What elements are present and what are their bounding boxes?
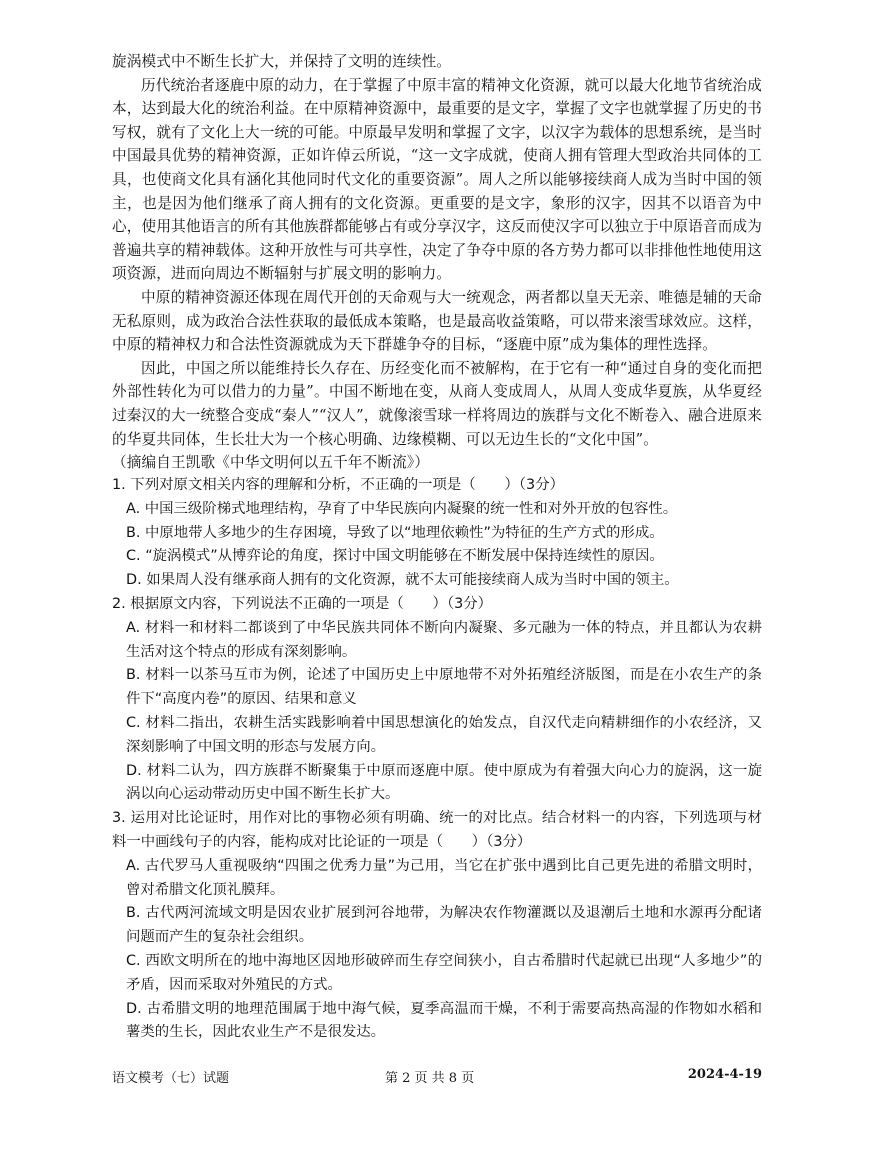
- passage-paragraph: 因此，中国之所以能维持长久存在、历经变化而不被解构，在于它有一种“通过自身的变化而把外部性转化为可以借力的力量”。中国不断地在变，从商人变成周人，从周人变成华夏族，从华夏经过秦汉的大一统整合变成“秦人”“汉人”，就像滚雪球一样将周边的族群与文化不断卷入、融合进原来的华夏共同体，生长壮大为一个核心明确、边缘模糊、可以无边生长的“文化中国”。: [112, 359, 762, 448]
- option-a: A. 中国三级阶梯式地理结构，孕育了中华民族向内凝聚的统一性和对外开放的包容性。: [126, 500, 678, 517]
- question-stem: 3. 运用对比论证时，用作对比的事物必须有明确、统一的对比点。结合材料一的内容，下列选项与材料一中画线句子的内容，能构成对比论证的一项是（ ）（3分）: [112, 810, 762, 850]
- passage-paragraph: 中原的精神资源还体现在周代开创的天命观与大一统观念，两者都以皇天无亲、唯德是辅的天命无私原则，成为政治合法性获取的最低成本策略，也是最高收益策略，可以带来滚雪球效应。这样，中原的精神权力和合法性资源就成为天下群雄争夺的目标，“逐鹿中原”成为集体的理性选择。: [112, 288, 762, 354]
- exam-title: 语文模考（七）试题: [112, 1071, 230, 1086]
- passage-source: （摘编自王凯歌《中华文明何以五千年不断流》）: [112, 454, 430, 472]
- question-stem: 1. 下列对原文相关内容的理解和分析，不正确的一项是（ ）（3分）: [112, 477, 564, 493]
- option-d: D. 古希腊文明的地理范围属于地中海气候，夏季高温而干燥，不利于需要高热高湿的作物如水稻和薯类的生长，因此农业生产不是很发达。: [126, 1000, 762, 1041]
- option-a: A. 古代罗马人重视吸纳“四围之优秀力量”为己用，当它在扩张中遇到比自己更先进的希腊文明时，曾对希腊文化顶礼膜拜。: [126, 857, 762, 898]
- question-1: [112, 474, 762, 593]
- page-footer: [112, 1067, 762, 1087]
- option-d: D. 材料二认为，四方族群不断聚集于中原而逐鹿中原。使中原成为有着强大向心力的旋涡，这一旋涡以向心运动带动历史中国不断生长扩大。: [126, 762, 762, 803]
- option-c: C. 材料二指出，农耕生活实践影响着中国思想演化的始发点，自汉代走向精耕细作的小农经济，又深刻影响了中国文明的形态与发展方向。: [126, 714, 762, 755]
- question-stem: 2. 根据原文内容，下列说法不正确的一项是（ ）（3分）: [112, 595, 493, 612]
- page-number: 第 2 页 共 8 页: [385, 1071, 475, 1086]
- option-a: A. 材料一和材料二都谈到了中华民族共同体不断向内凝聚、多元融为一体的特点，并且都认为农耕生活对这个特点的形成有深刻影响。: [126, 619, 762, 660]
- option-c: C. 西欧文明所在的地中海地区因地形破碎而生存空间狭小，自古希腊时代起就已出现“人多地少”的矛盾，因而采取对外殖民的方式。: [126, 952, 762, 993]
- question-list: [112, 474, 762, 1045]
- exam-date: 2024-4-19: [687, 1067, 762, 1082]
- question-2: [112, 593, 762, 807]
- option-d: D. 如果周人没有继承商人拥有的文化资源，就不太可能接续商人成为当时中国的领主。: [126, 572, 679, 589]
- passage-paragraph: 历代统治者逐鹿中原的动力，在于掌握了中原丰富的精神文化资源，就可以最大化地节省统治成本，达到最大化的统治利益。在中原精神资源中，最重要的是文字，掌握了文字也就掌握了历史的书写权，就有了文化上大一统的可能。中原最早发明和掌握了文字，以汉字为载体的思想系统，是当时中国最具优势的精神资源，正如许倬云所说，“这一文字成就，使商人拥有管理大型政治共同体的工具，也使商文化具有涵化其他同时代文化的重要资源”。周人之所以能够接续商人成为当时中国的领主，也是因为他们继承了商人拥有的文化资源。更重要的是文字，象形的汉字，因其不以语音为中心，使用其他语言的所有其他族群都能够占有或分享汉字，这反而使汉字可以独立于中原语音而成为普遍共享的精神载体。这种开放性与可共享性，决定了争夺中原的各方势力都可以非排他性地使用这项资源，进而向周边不断辐射与扩展文明的影响力。: [112, 76, 762, 283]
- reading-passage: [112, 50, 762, 475]
- option-c: C. “旋涡模式”从博弈论的角度，探讨中国文明能够在不断发展中保持连续性的原因。: [126, 548, 664, 565]
- option-b: B. 中原地带人多地少的生存困境，导致了以“地理依赖性”为特征的生产方式的形成。: [126, 524, 664, 541]
- passage-line-continuation: 旋涡模式中不断生长扩大，并保持了文明的连续性。: [112, 53, 452, 70]
- option-b: B. 材料一以茶马互市为例，论述了中国历史上中原地带不对外拓殖经济版图，而是在小农生产的条件下“高度内卷”的原因、结果和意义: [126, 667, 762, 708]
- option-b: B. 古代两河流域文明是因农业扩展到河谷地带，为解决农作物灌溉以及退潮后土地和水源再分配诸问题而产生的复杂社会组织。: [126, 905, 762, 946]
- question-3: [112, 807, 762, 1045]
